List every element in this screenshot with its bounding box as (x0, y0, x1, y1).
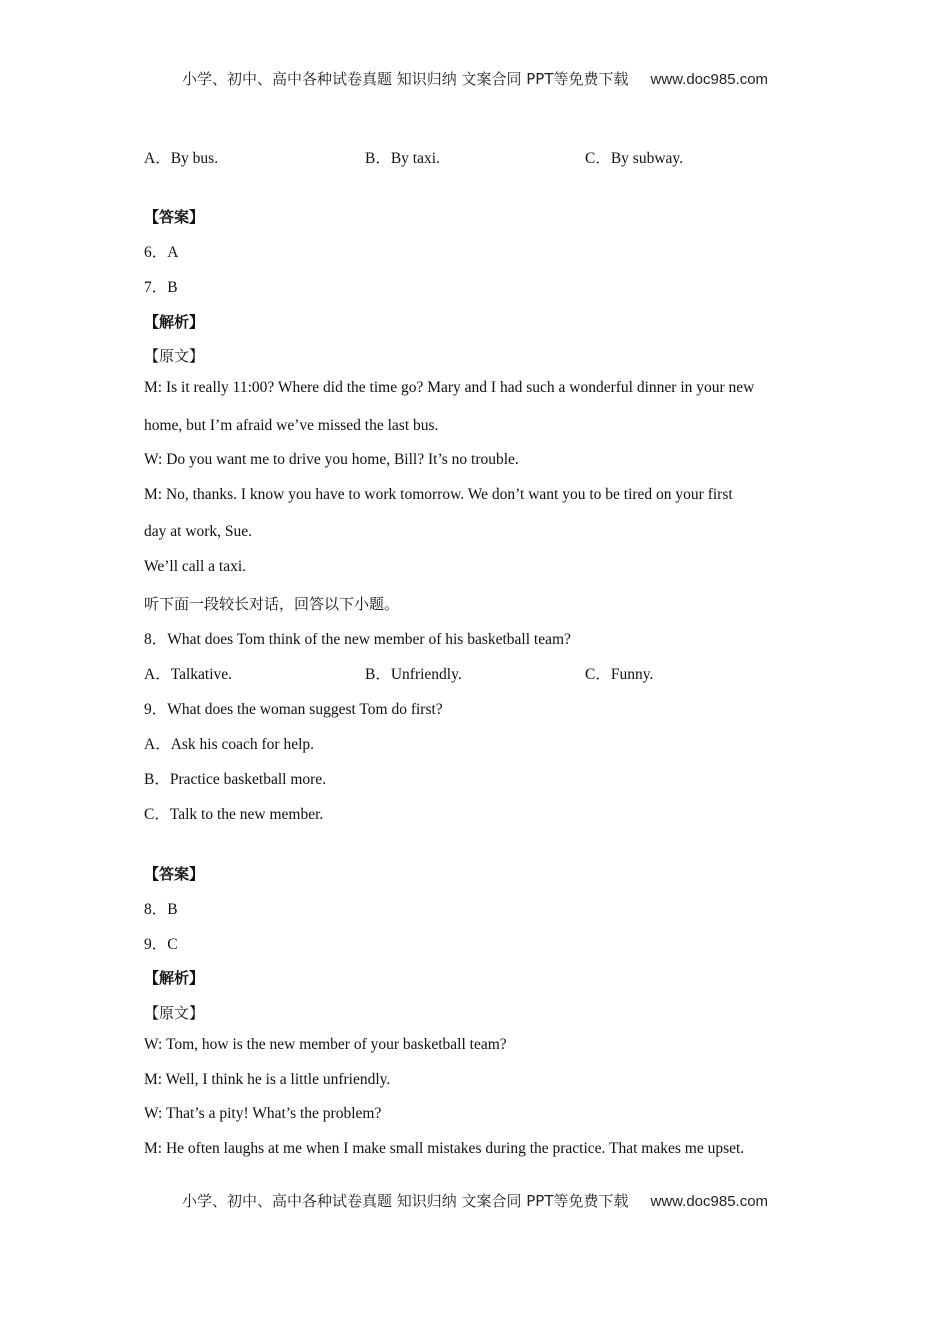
q7-option-c: C．By subway. (585, 150, 684, 167)
source-label-1: 【原文】 (144, 347, 205, 365)
transcript-line: W: Tom, how is the new member of your basketball team? (144, 1036, 507, 1053)
page-header (0, 68, 950, 89)
transcript-line: M: Well, I think he is a little unfriendly. (144, 1071, 391, 1088)
q9-option-c: C．Talk to the new member. (144, 806, 324, 823)
footer-text: 小学、初中、高中各种试卷真题 知识归纳 文案合同 PPT等免费下载 (181, 1192, 629, 1210)
q8-option-c: C．Funny. (585, 666, 654, 683)
listening-instruction: 听下面一段较长对话，回答以下小题。 (144, 595, 400, 613)
source-label-2: 【原文】 (144, 1004, 205, 1022)
q8-option-b: B．Unfriendly. (365, 666, 462, 683)
answer-item-6: 6．A (144, 244, 179, 261)
header-text: 小学、初中、高中各种试卷真题 知识归纳 文案合同 PPT等免费下载 (181, 70, 629, 88)
footer-site-link[interactable]: www.doc985.com (650, 1193, 769, 1210)
q9-option-b: B．Practice basketball more. (144, 771, 327, 788)
analysis-label-1: 【解析】 (144, 313, 205, 331)
q8-option-a: A．Talkative. (144, 666, 233, 683)
transcript-line: W: That’s a pity! What’s the problem? (144, 1105, 382, 1122)
q7-option-a: A．By bus. (144, 150, 219, 167)
header-site-link[interactable]: www.doc985.com (650, 71, 769, 88)
q9-question: 9．What does the woman suggest Tom do first? (144, 701, 443, 718)
transcript-line: M: No, thanks. I know you have to work tomorrow. We don’t want you to be tired on your first (144, 486, 733, 503)
answer-item-8: 8．B (144, 901, 178, 918)
transcript-line: W: Do you want me to drive you home, Bill? It’s no trouble. (144, 451, 519, 468)
transcript-line: M: He often laughs at me when I make small mistakes during the practice. That makes me upset. (144, 1140, 745, 1157)
q7-option-b: B．By taxi. (365, 150, 440, 167)
q9-option-a: A．Ask his coach for help. (144, 736, 315, 753)
transcript-line: day at work, Sue. (144, 523, 253, 540)
answer-label-2: 【答案】 (144, 865, 205, 883)
transcript-line: We’ll call a taxi. (144, 558, 247, 575)
answer-item-7: 7．B (144, 279, 178, 296)
analysis-label-2: 【解析】 (144, 969, 205, 987)
answer-label-1: 【答案】 (144, 208, 205, 226)
answer-item-9: 9．C (144, 936, 178, 953)
page-footer (0, 1190, 950, 1211)
transcript-line: M: Is it really 11:00? Where did the time go? Mary and I had such a wonderful dinner in your new (144, 379, 755, 396)
q8-question: 8．What does Tom think of the new member of his basketball team? (144, 631, 571, 648)
transcript-line: home, but I’m afraid we’ve missed the last bus. (144, 417, 439, 434)
